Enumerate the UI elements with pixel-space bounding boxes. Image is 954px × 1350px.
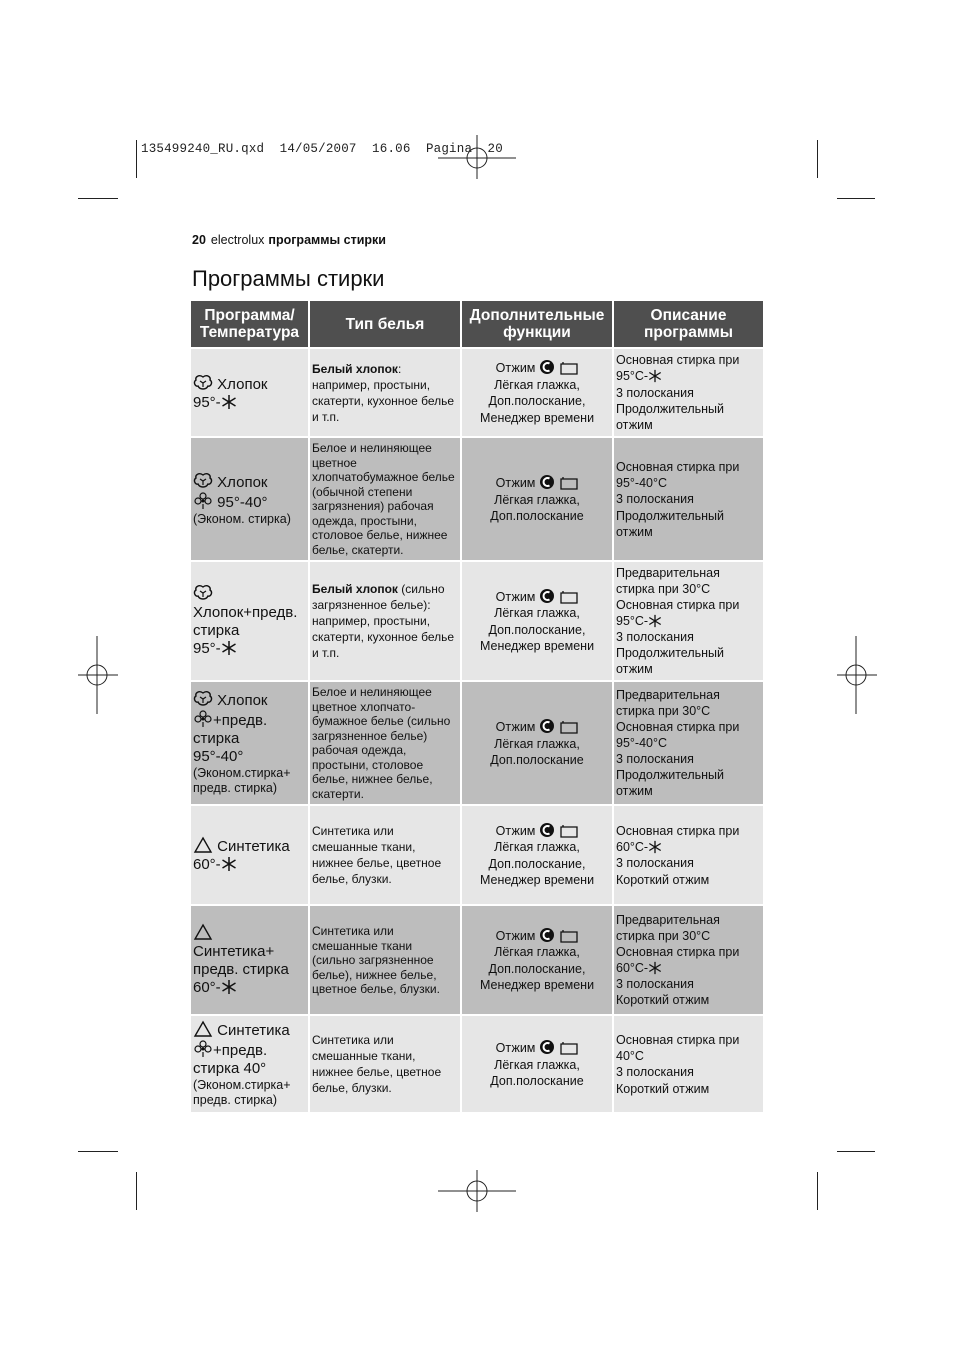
crop-mark-bottom-left-h [78,1151,118,1152]
laundry-type-bold: Белый хлопок [312,582,398,597]
cotton-symbol-icon [193,584,213,602]
function-spin: Отжим [495,589,536,604]
cotton-symbol-icon [193,374,213,392]
program-name: Синтетика+ предв. стирка [193,943,289,979]
program-temperature: 60°- [193,856,221,874]
description-line: Короткий отжим [616,1081,710,1096]
cotton-symbol-icon [193,472,213,490]
synthetic-triangle-icon [193,836,213,854]
brand-name: electrolux [210,233,265,247]
option-box-icon [560,1041,578,1055]
eco-flower-icon [193,492,213,510]
laundry-type-bold: Белый хлопок [312,361,398,376]
option-box-icon [560,824,578,838]
laundry-cell [309,561,461,681]
description-cell [613,681,763,805]
column-header-program: Программа/ Температура [191,301,309,348]
option-box-icon [560,720,578,734]
program-name: Синтетика [217,1022,290,1040]
program-cell [191,561,309,681]
bleach-star-icon [648,961,662,975]
table-row [191,681,763,805]
program-cell [191,681,309,805]
option-box-icon [560,361,578,375]
laundry-cell [309,1015,461,1113]
function-time-manager: Менеджер времени [479,978,595,993]
laundry-type-text: Синтетика или смешанные ткани, нижнее белье, цветное белье, блузки. [312,1033,442,1096]
registration-mark-right [837,636,877,714]
page-title: Программы стирки [192,266,385,291]
laundry-type-text: (сильно загрязненное белье): например, простыни, скатерти, кухонное белье и т.п. [312,582,455,661]
function-extra-rinse: Доп.полоскание, [488,856,586,871]
laundry-cell [309,681,461,805]
option-box-icon [560,476,578,490]
program-temperature: 95°- [193,393,221,411]
laundry-type-text: Синтетика или смешанные ткани, нижнее белье, цветное белье, блузки. [312,824,442,887]
registration-mark-top [438,135,516,179]
crop-mark-top-left-h [78,198,118,199]
description-cell [613,805,763,905]
program-note: (Эконом. стирка) [193,511,291,526]
program-temperature: 95°- [193,640,221,658]
spin-icon [539,1039,555,1055]
laundry-type-text: : например, простыни, скатерти, кухонное белье и т.п. [312,361,455,424]
program-cell [191,905,309,1015]
description-line: Основная стирка при 95°C- [616,353,740,384]
function-extra-rinse: Доп.полоскание [490,1074,584,1089]
function-easy-iron: Лёгкая глажка, [494,736,580,751]
functions-cell [461,437,613,561]
program-name: Синтетика [217,838,290,856]
column-header-functions: Дополнительные функции [461,301,613,348]
function-spin: Отжим [495,1041,536,1056]
description-line: Основная стирка при 60°C- [616,945,740,976]
laundry-type-text: Синтетика или смешанные ткани (сильно загрязненное белье), нижнее белье, цветное белье, блузки. [312,924,440,997]
registration-mark-left [78,636,118,714]
functions-cell [461,561,613,681]
function-easy-iron: Лёгкая глажка, [494,377,580,392]
synthetic-triangle-icon [193,923,213,941]
column-header-description: Описание программы [613,301,763,348]
running-header [192,233,386,247]
description-line: Предварительная стирка при 30°C [616,913,720,944]
crop-mark-top-left-v [136,140,137,178]
program-note: (Эконом.стирка+ предв. стирка) [193,1078,291,1108]
laundry-cell [309,805,461,905]
option-box-icon [560,590,578,604]
description-line: Основная стирка при 60°C- [616,823,740,855]
eco-flower-icon [193,710,213,728]
crop-mark-bottom-left-v [136,1172,137,1210]
description-line: 3 полоскания [616,856,694,871]
description-line: 3 полоскания [616,752,694,767]
option-box-icon [560,929,578,943]
function-easy-iron: Лёгкая глажка, [494,945,580,960]
crop-mark-top-right-v [817,140,818,178]
crop-mark-bottom-right-h [837,1151,875,1152]
function-spin: Отжим [495,720,536,735]
table-row [191,437,763,561]
table-row [191,1015,763,1113]
print-slug: 135499240_RU.qxd 14/05/2007 16.06 Pagina 20 [141,142,503,156]
description-line: Основная стирка при 95°C- [616,598,740,629]
table-row [191,561,763,681]
laundry-cell [309,905,461,1015]
spin-icon [539,718,555,734]
function-spin: Отжим [495,476,536,491]
laundry-cell [309,437,461,561]
description-line: 3 полоскания [616,1065,694,1080]
description-line: Предварительная стирка при 30°C [616,566,720,597]
description-line: Короткий отжим [616,872,710,887]
laundry-cell [309,348,461,437]
table-row [191,805,763,905]
bleach-star-icon [648,614,662,628]
description-line: Продолжительный отжим [616,401,725,433]
bleach-star-icon [221,640,237,656]
function-spin: Отжим [495,823,536,838]
program-temperature: 60°- [193,979,221,997]
functions-cell [461,681,613,805]
program-name: Хлопок [217,692,268,710]
function-extra-rinse: Доп.полоскание [490,509,584,524]
table-header-row [191,301,763,348]
functions-cell [461,1015,613,1113]
description-line: 3 полоскания [616,630,694,645]
spin-icon [539,588,555,604]
function-extra-rinse: Доп.полоскание, [488,394,586,409]
program-temperature: 95°-40° [217,493,268,511]
bleach-star-icon [648,840,662,854]
description-line: Продолжительный отжим [616,768,725,799]
function-easy-iron: Лёгкая глажка, [494,1057,580,1072]
function-time-manager: Менеджер времени [479,873,595,888]
registration-mark-bottom [438,1170,516,1212]
function-easy-iron: Лёгкая глажка, [494,606,580,621]
table-row [191,905,763,1015]
crop-mark-top-right-h [837,198,875,199]
description-cell [613,437,763,561]
function-extra-rinse: Доп.полоскание [490,753,584,768]
functions-cell [461,905,613,1015]
program-name: Хлопок [217,473,268,491]
description-line: Основная стирка при 95°-40°C [616,720,740,751]
function-extra-rinse: Доп.полоскание, [488,961,586,976]
function-easy-iron: Лёгкая глажка, [494,840,580,855]
program-temperature: 95°-40° [193,748,244,766]
program-name: Хлопок+предв. стирка [193,604,298,640]
description-line: Короткий отжим [616,993,710,1008]
spin-icon [539,822,555,838]
spin-icon [539,927,555,943]
eco-flower-icon [193,1040,213,1058]
bleach-star-icon [221,856,237,872]
function-spin: Отжим [495,928,536,943]
program-name-suffix: +предв. стирка [193,712,268,748]
bleach-star-icon [221,979,237,995]
program-cell [191,805,309,905]
spin-icon [539,359,555,375]
function-extra-rinse: Доп.полоскание, [488,622,586,637]
program-cell [191,1015,309,1113]
column-header-laundry: Тип белья [309,301,461,348]
function-easy-iron: Лёгкая глажка, [494,492,580,507]
description-line: Продолжительный отжим [616,646,725,677]
description-line: Основная стирка при 95°-40°C [616,459,740,491]
cotton-symbol-icon [193,690,213,708]
spin-icon [539,474,555,490]
bleach-star-icon [648,369,662,383]
description-line: Продолжительный отжим [616,508,725,539]
bleach-star-icon [221,394,237,410]
program-cell [191,437,309,561]
description-line: Предварительная стирка при 30°C [616,688,720,719]
functions-cell [461,805,613,905]
description-line: 3 полоскания [616,977,694,992]
program-cell [191,348,309,437]
function-time-manager: Менеджер времени [479,639,595,654]
description-line: 3 полоскания [616,385,694,400]
description-line: 3 полоскания [616,492,694,507]
programs-table [191,301,763,1114]
program-note: (Эконом.стирка+ предв. стирка) [193,766,291,796]
description-cell [613,561,763,681]
description-cell [613,348,763,437]
synthetic-triangle-icon [193,1020,213,1038]
function-spin: Отжим [495,361,536,376]
program-name: Хлопок [217,375,268,393]
functions-cell [461,348,613,437]
section-name: программы стирки [268,233,386,247]
page-number: 20 [192,233,206,247]
program-name-suffix: +предв. стирка 40° [193,1042,268,1078]
crop-mark-bottom-right-v [817,1172,818,1210]
function-time-manager: Менеджер времени [479,410,595,425]
laundry-type-text: Белое и нелиняющее цветное хлопчатобумажное белье (обычной степени загрязнения) рабочая одежда, простыни, столовое белье, нижнее белье, скатерти. [312,441,455,557]
description-line: Основная стирка при 40°C [616,1032,740,1064]
description-cell [613,905,763,1015]
laundry-type-text: Белое и нелиняющее цветное хлопчато-бумажное белье (сильно загрязненное белье) рабочая одежда, простыни, столовое белье, нижнее белье, скатерти. [312,685,451,801]
table-row [191,348,763,437]
description-cell [613,1015,763,1113]
